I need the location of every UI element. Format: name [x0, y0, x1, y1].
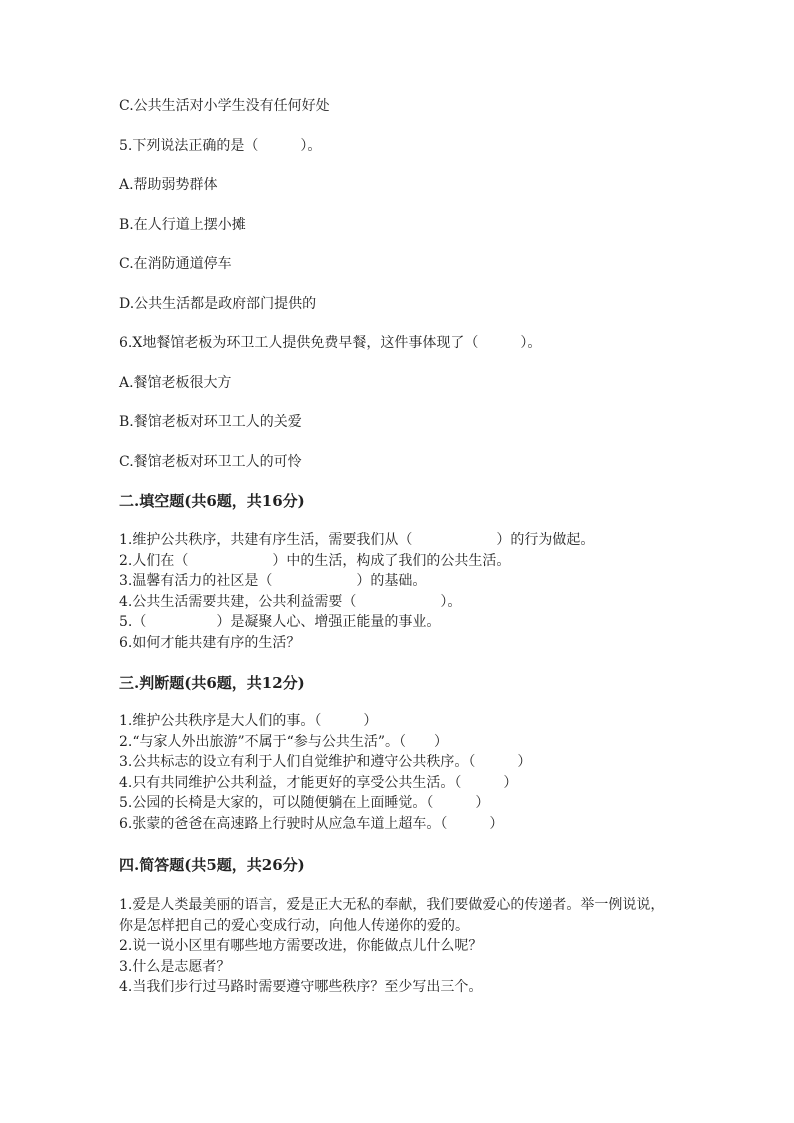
section-heading-essay: 四.简答题(共5题，共26分) — [119, 856, 305, 874]
question-5: 5.下列说法正确的是（ ）。 — [119, 138, 322, 154]
judge-question: 3.公共标志的设立有利于人们自觉维护和遵守公共秩序。（ ） — [119, 754, 532, 771]
fill-question-list — [119, 530, 594, 654]
judge-question: 1.维护公共秩序是大人们的事。（ ） — [119, 713, 378, 729]
fill-question: 5.（ ）是凝聚人心、增强正能量的事业。 — [119, 614, 441, 631]
option-line: B.餐馆老板对环卫工人的关爱 — [119, 414, 302, 430]
fill-question: 6.如何才能共建有序的生活？ — [119, 634, 301, 651]
essay-question: 4.当我们步行过马路时需要遵守哪些秩序？至少写出三个。 — [119, 979, 483, 996]
essay-question: 2.说一说小区里有哪些地方需要改进，你能做点儿什么呢？ — [119, 938, 483, 955]
essay-question-list — [119, 895, 669, 998]
judge-question: 5.公园的长椅是大家的，可以随便躺在上面睡觉。（ ） — [119, 795, 490, 812]
section-heading-fill: 二.填空题(共6题，共16分) — [119, 492, 305, 510]
fill-question: 1.维护公共秩序，共建有序生活，需要我们从（ ）的行为做起。 — [119, 532, 595, 548]
fill-question: 3.温馨有活力的社区是（ ）的基础。 — [119, 573, 427, 590]
section-heading-judge: 三.判断题(共6题，共12分) — [119, 674, 305, 692]
option-line: C.在消防通道停车 — [119, 256, 232, 272]
judge-question: 4.只有共同维护公共利益，才能更好的享受公共生活。（ ） — [119, 774, 518, 791]
option-line: A.帮助弱势群体 — [119, 177, 218, 193]
judge-question: 6.张蒙的爸爸在高速路上行驶时从应急车道上超车。（ ） — [119, 815, 504, 832]
judge-question-list — [119, 711, 531, 835]
option-line: B.在人行道上摆小摊 — [119, 217, 246, 233]
judge-question: 2.“与家人外出旅游”不属于“参与公共生活”。（ ） — [119, 733, 448, 750]
option-line: C.公共生活对小学生没有任何好处 — [119, 98, 330, 114]
option-line: C.餐馆老板对环卫工人的可怜 — [119, 454, 302, 470]
question-6: 6.X地餐馆老板为环卫工人提供免费早餐，这件事体现了（ ）。 — [119, 335, 542, 351]
fill-question: 4.公共生活需要共建，公共利益需要（ ）。 — [119, 593, 462, 610]
option-line: A.餐馆老板很大方 — [119, 375, 232, 391]
fill-question: 2.人们在（ ）中的生活，构成了我们的公共生活。 — [119, 552, 511, 569]
essay-question: 3.什么是志愿者？ — [119, 958, 231, 975]
essay-question: 1.爱是人类最美丽的语言，爱是正大无私的奉献，我们要做爱心的传递者。举一例说说，你是怎样把自己的爱心变成行动，向他人传递你的爱的。 — [119, 897, 665, 934]
option-line: D.公共生活都是政府部门提供的 — [119, 296, 317, 312]
